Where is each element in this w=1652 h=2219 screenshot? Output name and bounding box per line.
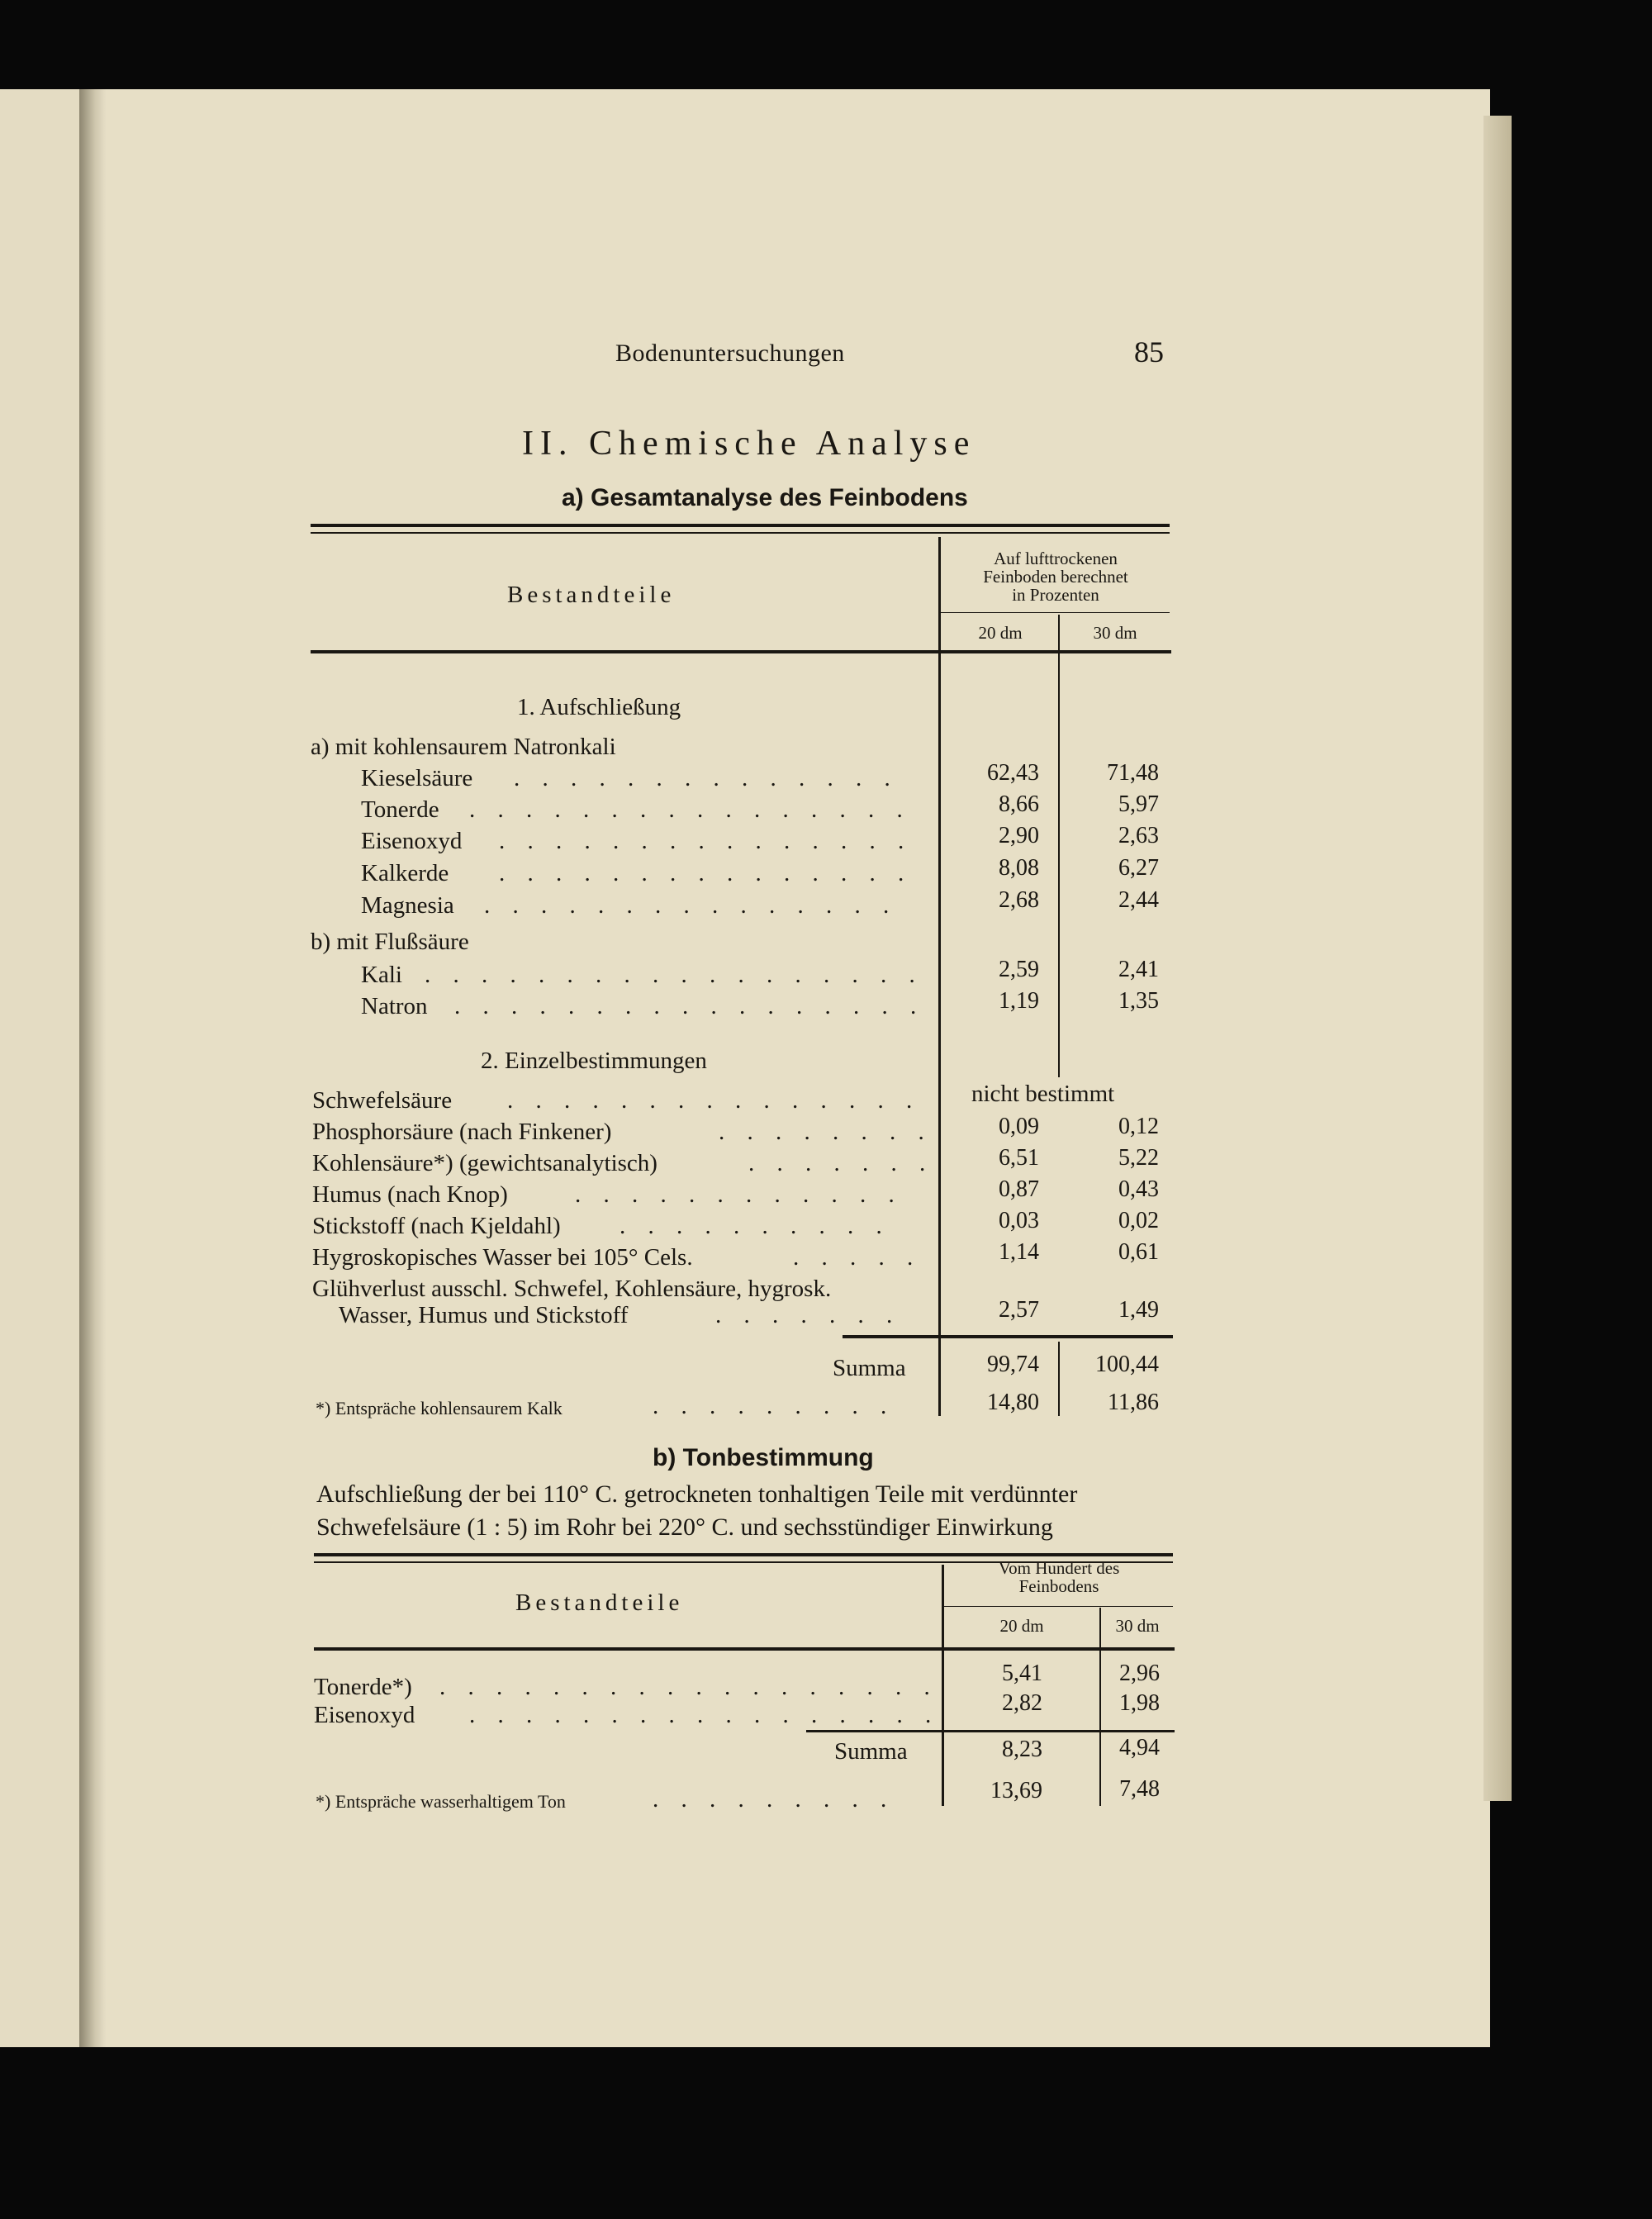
footnote-value-20dm-b: 13,69: [990, 1778, 1042, 1803]
row-value-30dm: 0,02: [1118, 1208, 1159, 1233]
table-b-col-bestandteile: Bestandteile: [515, 1589, 684, 1616]
table-a-group-header-2: Feinboden berechnet: [983, 567, 1128, 587]
summa-value-20dm: 99,74: [987, 1352, 1039, 1377]
row-label: Kali: [361, 962, 402, 988]
summa-value-30dm: 100,44: [1095, 1352, 1159, 1377]
row-label: Hygroskopisches Wasser bei 105° Cels.: [312, 1244, 693, 1271]
table-b-intro-2: Schwefelsäure (1 : 5) im Rohr bei 220° C. und sechsstündiger Einwirkung: [316, 1513, 1053, 1541]
row-value-30dm: 2,63: [1118, 823, 1159, 848]
row-label: Eisenoxyd: [361, 828, 463, 854]
table-a-col-30dm: 30 dm: [1093, 623, 1137, 643]
leader-dots: . . . . .: [793, 1244, 922, 1271]
row-label: Kalkerde: [361, 860, 449, 886]
row-value-20dm: 0,87: [999, 1176, 1039, 1202]
leader-dots: . . . . . . . . . . . .: [575, 1181, 903, 1208]
row-value-30dm: 5,97: [1118, 791, 1159, 817]
leader-dots: . . . . . . . . . . . . . . . . . .: [425, 962, 923, 988]
row-label: Kieselsäure: [361, 765, 473, 791]
table-a-vline-left: [938, 537, 941, 1416]
row-label: Tonerde: [361, 796, 439, 823]
table-b-col-20dm: 20 dm: [999, 1616, 1044, 1636]
table-a-col-20dm: 20 dm: [978, 623, 1023, 643]
row-value-20dm: 5,41: [1002, 1661, 1042, 1686]
table-b-top-rule: [314, 1553, 1173, 1556]
table-a-vline-mid: [1058, 615, 1060, 1077]
row-value-20dm: 8,66: [999, 791, 1039, 817]
table-b-intro-1: Aufschließung der bei 110° C. getrockneten tonhaltigen Teile mit verdünnter: [316, 1480, 1078, 1508]
table-b-group-header-1: Vom Hundert des: [998, 1558, 1120, 1578]
row-value-30dm: 0,43: [1118, 1176, 1159, 1202]
leader-dots: . . . . . . . . . . . . . . . . .: [454, 993, 925, 1019]
gluehverlust-value-30dm: 1,49: [1118, 1297, 1159, 1323]
table-b-col-30dm: 30 dm: [1115, 1616, 1160, 1636]
footnote-value-30dm: 11,86: [1108, 1390, 1159, 1415]
summa-value-20dm-b: 8,23: [1002, 1737, 1042, 1762]
table-a-top-rule: [311, 524, 1170, 527]
row-label: Humus (nach Knop): [312, 1181, 508, 1208]
nicht-bestimmt-note: nicht bestimmt: [971, 1081, 1115, 1107]
row-label: Stickstoff (nach Kjeldahl): [312, 1213, 561, 1239]
row-value-20dm: 0,03: [999, 1208, 1039, 1233]
leader-dots: . . . . . . . .: [719, 1119, 933, 1145]
row-value-30dm: 5,22: [1118, 1145, 1159, 1171]
table-a-group-header-1: Auf lufttrockenen: [994, 549, 1118, 568]
subsection-b-heading: b) mit Flußsäure: [311, 929, 469, 955]
running-title: Bodenuntersuchungen: [615, 340, 845, 367]
row-value-30dm: 2,41: [1118, 957, 1159, 982]
row-value-20dm: 8,08: [999, 855, 1039, 881]
row-value-30dm: 1,35: [1118, 988, 1159, 1014]
leader-dots: . . . . . . . . . . . . . . . .: [469, 796, 911, 823]
row-value-30dm: 6,27: [1118, 855, 1159, 881]
leader-dots: . . . . . . . . . . . . . . .: [499, 828, 913, 854]
page-number: 85: [1134, 335, 1164, 368]
table-b-header-bottom-rule: [314, 1647, 1175, 1651]
gluehverlust-label-2: Wasser, Humus und Stickstoff: [339, 1302, 629, 1328]
table-a-top-rule-thin: [311, 532, 1170, 534]
row-value-20dm: 2,82: [1002, 1690, 1042, 1716]
summa-rule: [843, 1335, 1173, 1338]
summa-value-30dm-b: 4,94: [1119, 1735, 1160, 1760]
table-b-vline-left: [942, 1565, 944, 1806]
row-label: Natron: [361, 993, 428, 1019]
row-value-20dm: 1,19: [999, 988, 1039, 1014]
row-label: Tonerde*): [314, 1674, 412, 1700]
row-label: Kohlensäure*) (gewichtsanalytisch): [312, 1150, 657, 1176]
row-value-20dm: 2,90: [999, 823, 1039, 848]
table-a-group-header-3: in Prozenten: [1012, 585, 1099, 605]
row-value-30dm: 71,48: [1107, 760, 1159, 786]
section-title: II. Chemische Analyse: [522, 425, 976, 463]
table-a-title: a) Gesamtanalyse des Feinbodens: [562, 484, 968, 511]
table-b-group-header-2: Feinbodens: [1018, 1576, 1099, 1596]
table-a-col-bestandteile: Bestandteile: [507, 582, 676, 608]
footnote-value-20dm: 14,80: [987, 1390, 1039, 1415]
row-value-30dm: 1,98: [1119, 1690, 1160, 1716]
row-label: Phosphorsäure (nach Finkener): [312, 1119, 612, 1145]
summa-rule-b: [806, 1730, 1175, 1732]
row-value-20dm: 0,09: [999, 1114, 1039, 1139]
row-value-30dm: 2,96: [1119, 1661, 1160, 1686]
row-value-20dm: 6,51: [999, 1145, 1039, 1171]
table-b-title: b) Tonbestimmung: [653, 1444, 874, 1471]
row-value-30dm: 2,44: [1118, 887, 1159, 913]
row-value-20dm: 62,43: [987, 760, 1039, 786]
footnote-ton: *) Entspräche wasserhaltigem Ton: [316, 1791, 566, 1812]
row-value-20dm: 2,68: [999, 887, 1039, 913]
book-gutter: [79, 89, 106, 2047]
row-value-30dm: 0,61: [1118, 1239, 1159, 1265]
row-label: Schwefelsäure: [312, 1087, 453, 1114]
footnote-kalk: *) Entspräche kohlensaurem Kalk: [316, 1398, 563, 1418]
leader-dots: . . . . . . . . . . . . . . .: [484, 892, 898, 919]
leader-dots: . . . . . . . . . .: [620, 1213, 890, 1239]
leader-dots: . . . . . . . . . . . . . . . . .: [469, 1702, 940, 1728]
table-a-subheader-rule: [941, 612, 1170, 613]
row-value-30dm: 0,12: [1118, 1114, 1159, 1139]
row-label: Magnesia: [361, 892, 454, 919]
table-b-subheader-rule: [944, 1606, 1173, 1607]
section-2-heading: 2. Einzelbestimmungen: [481, 1048, 707, 1074]
leader-dots: . . . . . . . . .: [653, 1786, 895, 1813]
table-a-vline-mid-bottom: [1058, 1342, 1060, 1416]
gluehverlust-label-1: Glühverlust ausschl. Schwefel, Kohlensäure, hygrosk.: [312, 1276, 832, 1302]
subsection-a-heading: a) mit kohlensaurem Natronkali: [311, 734, 616, 760]
summa-label: Summa: [833, 1355, 906, 1381]
table-a-header-bottom-rule: [311, 650, 1171, 653]
page-stack-edge: [1483, 116, 1512, 1801]
leader-dots: . . . . . . .: [748, 1150, 934, 1176]
leader-dots: . . . . . . .: [715, 1302, 901, 1328]
leader-dots: . . . . . . . . . . . . . . .: [499, 860, 913, 886]
row-label: Eisenoxyd: [314, 1702, 415, 1728]
leader-dots: . . . . . . . . . . . . . . . . . .: [439, 1674, 938, 1700]
leader-dots: . . . . . . . . .: [653, 1393, 895, 1419]
row-value-20dm: 1,14: [999, 1239, 1039, 1265]
summa-label-b: Summa: [834, 1738, 908, 1765]
row-value-20dm: 2,59: [999, 957, 1039, 982]
leader-dots: . . . . . . . . . . . . . .: [514, 765, 899, 791]
book-page: [106, 89, 1490, 2047]
leader-dots: . . . . . . . . . . . . . . .: [507, 1087, 921, 1114]
footnote-value-30dm-b: 7,48: [1119, 1776, 1160, 1802]
gluehverlust-value-20dm: 2,57: [999, 1297, 1039, 1323]
section-1-heading: 1. Aufschließung: [517, 694, 681, 720]
